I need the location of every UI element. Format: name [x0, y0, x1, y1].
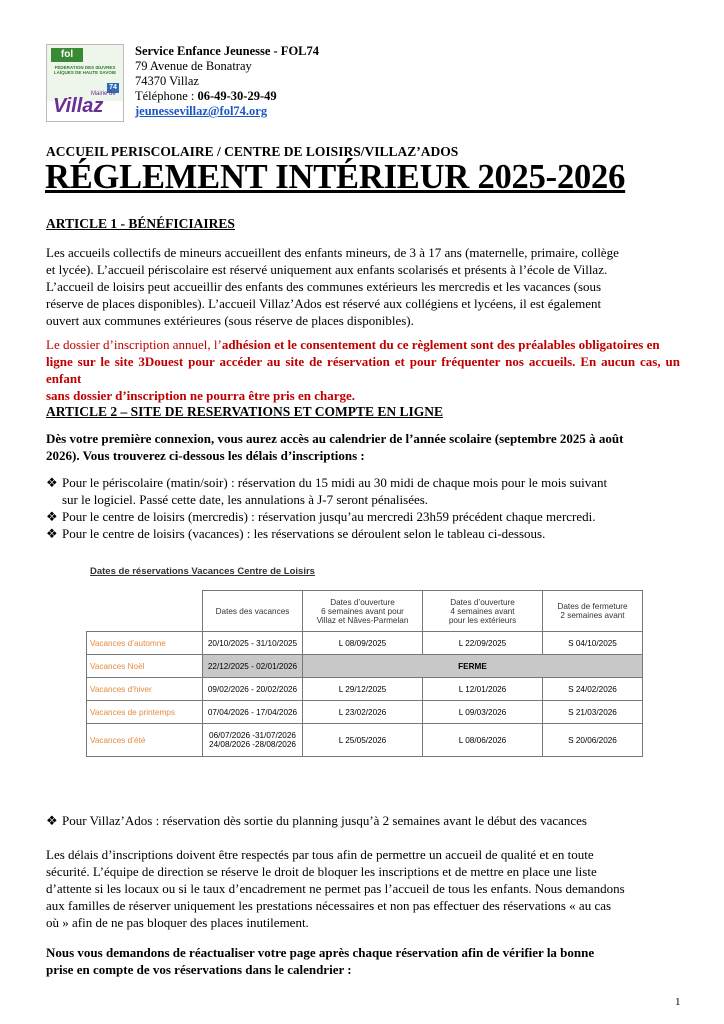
row-label: Vacances d’hiver: [87, 678, 203, 701]
header-blank: [87, 591, 203, 632]
header-line: Dates de fermeture: [557, 602, 628, 611]
cell-dates: 07/04/2026 - 17/04/2026: [203, 701, 303, 724]
cell-close: S 20/06/2026: [543, 724, 643, 757]
table-row: [87, 701, 643, 724]
bullet-text: Pour le centre de loisirs (vacances) : les réservations se déroulent selon le tableau ci-dessous.: [62, 526, 546, 541]
phone-line: [135, 89, 319, 104]
header-dates: Dates des vacances: [203, 591, 303, 632]
bullet-line: sur le logiciel. Passé cette date, les annulations à J-7 seront pénalisées.: [62, 492, 429, 507]
intro-line: Dès votre première connexion, vous aurez accès au calendrier de l’année scolaire (septembre 2025 à août: [46, 431, 624, 446]
cell-open-6: L 29/12/2025: [303, 678, 423, 701]
cell-close: S 21/03/2026: [543, 701, 643, 724]
warning-text-bold: adhésion et le consentement du ce règlement sont des préalables obligatoires en: [221, 337, 660, 352]
diamond-bullet-icon: ❖: [46, 526, 58, 541]
article-1-line: L’accueil de loisirs peut accueillir des enfants des communes extérieurs les mercredis et les vacances (sous: [46, 279, 602, 294]
address-line-1: 79 Avenue de Bonatray: [135, 59, 252, 73]
bullet-line: Pour le périscolaire (matin/soir) : réservation du 15 midi au 30 midi de chaque mois pour le mois suivant: [62, 475, 608, 490]
warning-line: ligne sur le site 3Douest pour accéder au site de réservation et pour fréquenter nos accueils. En aucun cas, un enfant: [46, 354, 680, 386]
delays-line: Les délais d’inscriptions doivent être respectés par tous afin de permettre un accueil de qualité et en toute: [46, 847, 594, 862]
header-line: 6 semaines avant pour: [321, 606, 404, 616]
logo-fol: fol: [51, 48, 83, 62]
logo-mairie: Mairie de: [91, 91, 116, 97]
header-line: Dates d’ouverture: [450, 597, 515, 607]
article-1-line: Les accueils collectifs de mineurs accueillent des enfants mineurs, de 3 à 17 ans (maternelle, primaire, collège: [46, 245, 619, 260]
refresh-paragraph: [46, 944, 680, 978]
article-1-text: [46, 244, 680, 329]
article-2-heading: ARTICLE 2 – SITE DE RESERVATIONS ET COMPTE EN LIGNE: [46, 404, 444, 419]
article-1-warning: [46, 336, 680, 404]
diamond-bullet-icon: ❖: [46, 509, 58, 524]
logo-villaz: Villaz: [53, 95, 104, 117]
table-row: [87, 655, 643, 678]
date-line: 24/08/2026 -28/08/2026: [209, 740, 296, 749]
document-title: RÉGLEMENT INTÉRIEUR 2025-2026: [45, 158, 626, 196]
cell-close: S 24/02/2026: [543, 678, 643, 701]
date-line: 06/07/2026 -31/07/2026: [209, 731, 296, 740]
delays-line: aux familles de réserver uniquement les prestations nécessaires et non pas effectuer des réservations « au cas: [46, 898, 612, 913]
refresh-line: Nous vous demandons de réactualiser votre page après chaque réservation afin de vérifier la bonne: [46, 945, 595, 960]
phone-number: 06-49-30-29-49: [197, 89, 277, 103]
cell-open-4: L 22/09/2025: [423, 632, 543, 655]
cell-open-4: L 09/03/2026: [423, 701, 543, 724]
warning-line: sans dossier d’inscription ne pourra être pris en charge.: [46, 388, 355, 403]
delays-line: d’attente si les locaux ou si le taux d’encadrement ne permet pas l’accueil de tous les enfants. Nous demandons: [46, 881, 625, 896]
table-row: [87, 678, 643, 701]
bullet-text: [62, 474, 682, 508]
article-1-line: et lycée). L’accueil périscolaire est réservé uniquement aux enfants scolarisés et présents à l’école de Villaz.: [46, 262, 608, 277]
row-label: Vacances Noël: [87, 655, 203, 678]
header-opening-6-weeks: [303, 591, 423, 632]
article-1-line: réserve de places disponibles). L’accueil Villaz’Ados est réservé aux collégiens et lycéens, il est également: [46, 296, 602, 311]
article-1-line: ouvert aux communes extérieures (sous réserve de places disponibles).: [46, 313, 414, 328]
warning-text-normal: Le dossier d’inscription annuel, l’: [46, 337, 222, 352]
intro-line: 2026). Vous trouverez ci-dessous les délais d’inscriptions :: [46, 448, 365, 463]
table-row: [87, 724, 643, 757]
fol74-villaz-logo: [46, 44, 124, 122]
cell-dates: 22/12/2025 - 02/01/2026: [203, 655, 303, 678]
warning-line: [46, 336, 680, 353]
cell-closed: FERME: [303, 655, 643, 678]
logo-federation: FÉDÉRATION DES ŒUVRES LAÏQUES DE HAUTE SAVOIE: [53, 65, 117, 75]
bullet-text: Pour le centre de loisirs (mercredis) : réservation jusqu’au mercredi 23h59 précédent chaque mercredi.: [62, 509, 596, 524]
document-subtitle: ACCUEIL PERISCOLAIRE / CENTRE DE LOISIRS/VILLAZ’ADOS: [46, 144, 459, 159]
row-label: Vacances d’automne: [87, 632, 203, 655]
cell-open-6: L 08/09/2025: [303, 632, 423, 655]
header-closing: [543, 591, 643, 632]
bullet-text: Pour Villaz’Ados : réservation dès sortie du planning jusqu’à 2 semaines avant le début des vacances: [62, 813, 587, 828]
article-1-heading: ARTICLE 1 - BÉNÉFICIAIRES: [46, 216, 235, 231]
row-label: Vacances d’été: [87, 724, 203, 757]
refresh-line: prise en compte de vos réservations dans le calendrier :: [46, 962, 352, 977]
diamond-bullet-icon: ❖: [46, 475, 58, 490]
address-line-2: 74370 Villaz: [135, 74, 199, 88]
row-label: Vacances de printemps: [87, 701, 203, 724]
reservation-table: [86, 590, 643, 757]
email-link[interactable]: jeunessevillaz@fol74.org: [135, 104, 268, 118]
cell-dates: [203, 724, 303, 757]
table-caption: Dates de réservations Vacances Centre de Loisirs: [90, 566, 315, 577]
page-number: 1: [675, 996, 681, 1008]
address-block: [135, 44, 319, 119]
header-line: Villaz et Nâves-Parmelan: [316, 615, 409, 625]
delays-line: sécurité. L’équipe de direction se réserve le droit de bloquer les inscriptions et de mettre en place une liste: [46, 864, 597, 879]
phone-label: Téléphone :: [135, 89, 198, 103]
delays-paragraph: [46, 846, 680, 931]
delays-line: où » afin de ne pas bloquer des places inutilement.: [46, 915, 309, 930]
table-row: [87, 632, 643, 655]
cell-open-6: L 25/05/2026: [303, 724, 423, 757]
cell-dates: 09/02/2026 - 20/02/2026: [203, 678, 303, 701]
logo-number: 74: [107, 83, 119, 93]
org-name: Service Enfance Jeunesse - FOL74: [135, 44, 320, 58]
cell-open-4: L 08/06/2026: [423, 724, 543, 757]
table-header-row: [87, 591, 643, 632]
cell-open-4: L 12/01/2026: [423, 678, 543, 701]
header-line: 2 semaines avant: [560, 611, 625, 620]
cell-close: S 04/10/2025: [543, 632, 643, 655]
header-line: 4 semaines avant: [450, 606, 515, 616]
cell-open-6: L 23/02/2026: [303, 701, 423, 724]
header-opening-4-weeks: [423, 591, 543, 632]
article-2-intro: [46, 430, 680, 464]
header-line: pour les extérieurs: [448, 615, 517, 625]
header-line: Dates d’ouverture: [330, 597, 395, 607]
cell-dates: 20/10/2025 - 31/10/2025: [203, 632, 303, 655]
diamond-bullet-icon: ❖: [46, 813, 58, 828]
